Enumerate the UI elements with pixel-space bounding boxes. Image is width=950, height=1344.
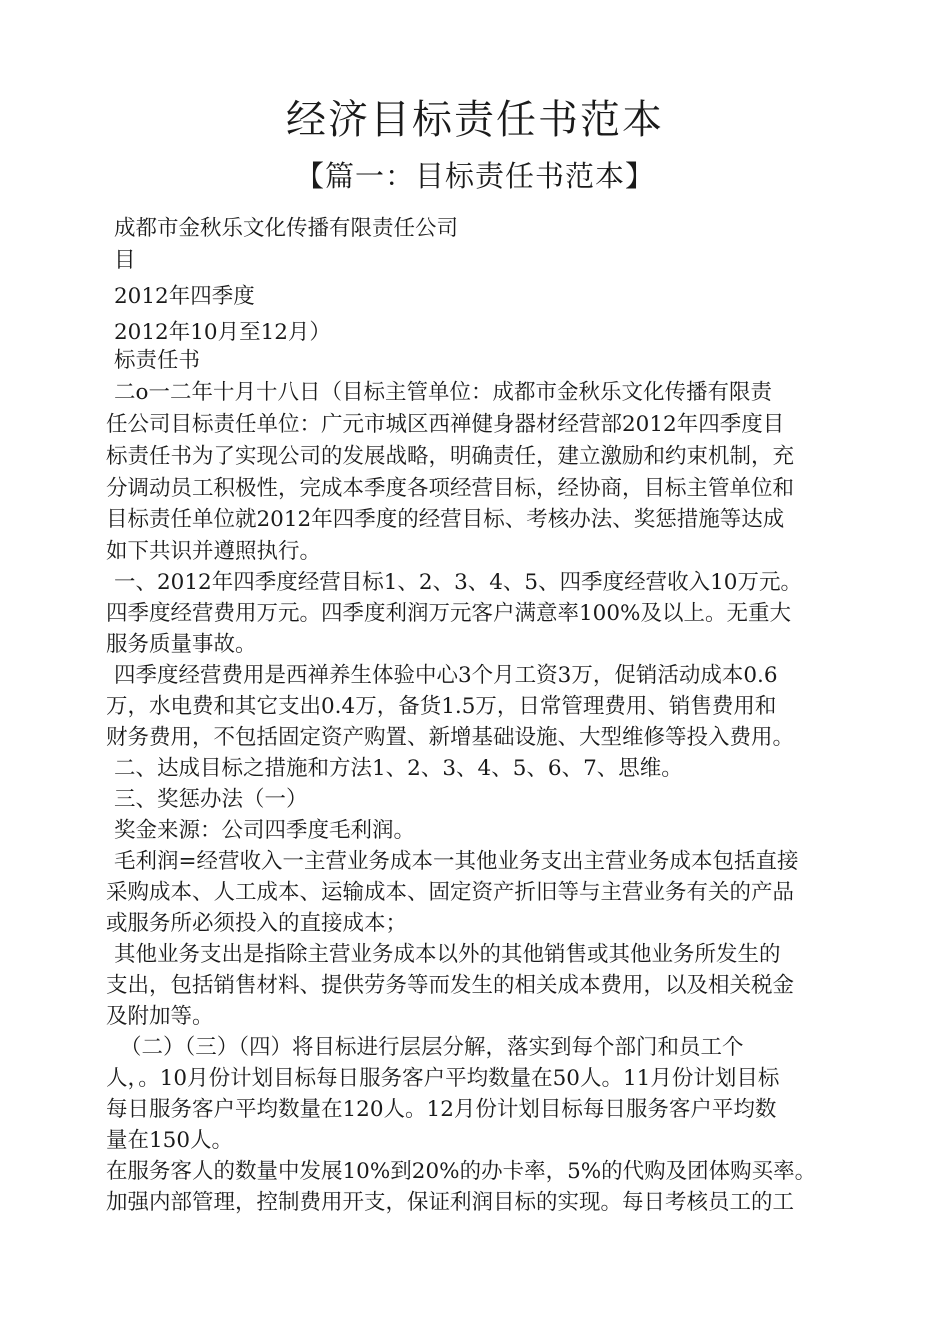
- body-line: 二、达成目标之措施和方法1、2、3、4、5、6、7、思维。: [114, 756, 683, 781]
- body-line: 目: [114, 248, 136, 273]
- body-line: 任公司目标责任单位：广元市城区西禅健身器材经营部2012年四季度目: [106, 412, 785, 437]
- body-line: 加强内部管理，控制费用开支，保证利润目标的实现。每日考核员工的工: [106, 1190, 795, 1215]
- body-line: 量在150人。: [106, 1128, 234, 1153]
- body-line: 二o一二年十月十八日（目标主管单位：成都市金秋乐文化传播有限责: [114, 380, 772, 405]
- body-line: 在服务客人的数量中发展10%到20%的办卡率，5%的代购及团体购买率。: [106, 1159, 817, 1184]
- body-line: 标责任书为了实现公司的发展战略，明确责任，建立激励和约束机制，充: [106, 444, 795, 469]
- body-line: 人，。10月份计划目标每日服务客户平均数量在50人。11月份计划目标: [106, 1066, 780, 1091]
- body-line: 服务质量事故。: [106, 632, 257, 657]
- body-line: 财务费用，不包括固定资产购置、新增基础设施、大型维修等投入费用。: [106, 725, 795, 750]
- body-line: （二）（三）（四）将目标进行层层分解，落实到每个部门和员工个: [120, 1035, 744, 1060]
- body-line: 及附加等。: [106, 1004, 214, 1029]
- body-line: 或服务所必须投入的直接成本；: [106, 911, 408, 936]
- body-line: 如下共识并遵照执行。: [106, 539, 322, 564]
- body-line: 2012年四季度: [114, 284, 255, 309]
- body-line: 奖金来源：公司四季度毛利润。: [114, 818, 416, 843]
- body-line: 2012年10月至12月）: [114, 320, 331, 345]
- body-line: 成都市金秋乐文化传播有限责任公司: [114, 216, 459, 241]
- body-line: 毛利润=经营收入一主营业务成本一其他业务支出主营业务成本包括直接: [114, 849, 799, 874]
- body-line: 标责任书: [114, 348, 201, 373]
- body-line: 支出，包括销售材料、提供劳务等而发生的相关成本费用，以及相关税金: [106, 973, 795, 998]
- body-line: 万，水电费和其它支出0.4万，备货1.5万，日常管理费用、销售费用和: [106, 694, 777, 719]
- body-line: 目标责任单位就2012年四季度的经营目标、考核办法、奖惩措施等达成: [106, 507, 785, 532]
- document-subtitle: 【篇一：目标责任书范本】: [294, 159, 655, 193]
- body-line: 四季度经营费用是西禅养生体验中心3个月工资3万，促销活动成本0.6: [114, 663, 778, 688]
- body-line: 分调动员工积极性，完成本季度各项经营目标，经协商，目标主管单位和: [106, 476, 795, 501]
- body-line: 三、奖惩办法（一）: [114, 787, 308, 812]
- body-line: 四季度经营费用万元。四季度利润万元客户满意率100%及以上。无重大: [106, 601, 791, 626]
- body-line: 每日服务客户平均数量在120人。12月份计划目标每日服务客户平均数: [106, 1097, 777, 1122]
- document-title: 经济目标责任书范本: [286, 97, 664, 143]
- body-line: 其他业务支出是指除主营业务成本以外的其他销售或其他业务所发生的: [114, 942, 781, 967]
- body-line: 采购成本、人工成本、运输成本、固定资产折旧等与主营业务有关的产品: [106, 880, 795, 905]
- body-line: 一、2012年四季度经营目标1、2、3、4、5、四季度经营收入10万元。: [114, 570, 802, 595]
